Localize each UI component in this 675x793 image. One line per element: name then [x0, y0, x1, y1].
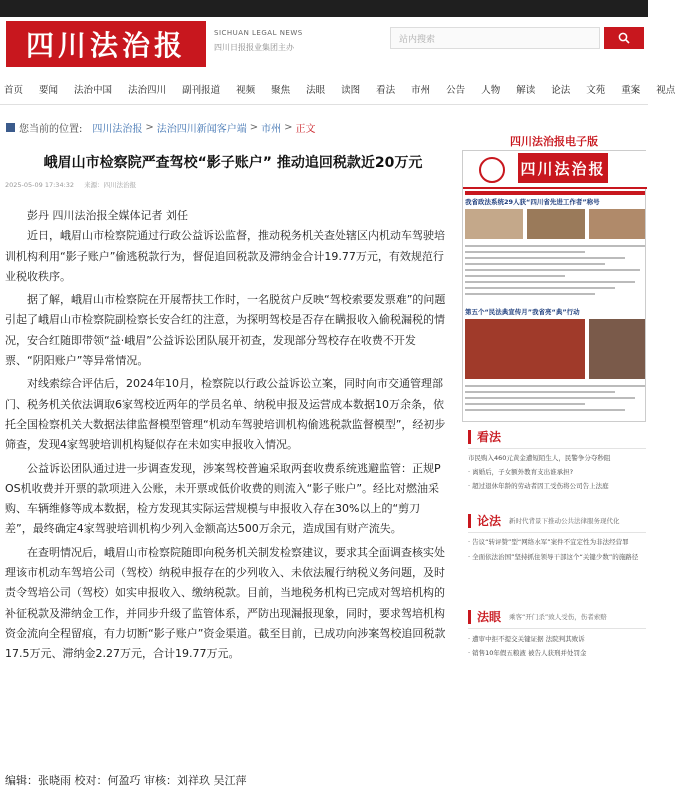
article-title: 峨眉山市检察院严查驾校“影子账户” 推动追回税款近20万元	[43, 155, 423, 171]
search-icon	[618, 32, 630, 44]
epaper-text-line	[465, 269, 640, 271]
breadcrumb-current: 正文	[295, 124, 316, 135]
nav-item[interactable]: 副刊报道	[182, 85, 221, 96]
site-logo[interactable]	[6, 21, 206, 67]
epaper-text-line	[465, 403, 585, 405]
epaper-photo	[465, 319, 585, 379]
epaper-photo	[465, 209, 523, 239]
nav-item[interactable]: 公告	[446, 85, 466, 96]
section-link[interactable]: · 遭审中拒不提交关键证据 法院判其败诉	[468, 635, 585, 643]
article-paragraph: 公益诉讼团队通过进一步调查发现，涉案驾校普遍采取两套收费系统逃避监管：正规POS机收费并开票的款项进入公账，未开票或低价收费的则流入“影子账户”。经比对燃油采购、车辆维修等成本数据，检方发现其实际运营规模与申报收入存在30%以上的“剪刀差”，最终确定4家驾驶培训机构少列入金额高达500万余元，造成国有财产流失。	[5, 461, 441, 536]
site-logo-text: 四川法治报	[25, 29, 186, 62]
search-input[interactable]	[390, 27, 600, 49]
section-marker	[468, 430, 471, 444]
article-meta	[5, 180, 144, 189]
breadcrumb	[6, 120, 316, 135]
nav-item[interactable]: 读图	[341, 85, 361, 96]
nav-item[interactable]: 视频	[236, 85, 256, 96]
main-nav	[0, 76, 675, 102]
section-marker	[468, 610, 471, 624]
section-link[interactable]: · 销售10年假五粮液 被告人获刑并处罚金	[468, 649, 587, 657]
site-subtitle-cn: 四川日报报业集团主办	[214, 43, 294, 52]
section-link[interactable]: · 超过退休年龄的劳动者因工受伤将公司告上法庭	[468, 482, 609, 490]
section-link[interactable]: · 全面依法治国”坚持抓住领导干部这个“关键少数”的施路径	[468, 553, 639, 561]
nav-item[interactable]: 看法	[376, 85, 396, 96]
article-time: 2025-05-09 17:34:32	[5, 181, 75, 189]
epaper-text-line	[465, 397, 635, 399]
article-paragraph: 近日，峨眉山市检察院通过行政公益诉讼监督，推动税务机关查处辖区内机动车驾驶培训机构利用“影子账户”偷逃税款行为，督促追回税款及滞纳金合计19.77万元，有效规范行业税收秩序。	[5, 229, 445, 283]
search-placeholder: 站内搜索	[399, 35, 436, 45]
nav-item[interactable]: 首页	[4, 85, 24, 96]
breadcrumb-separator: >	[249, 122, 259, 133]
nav-item[interactable]: 聚焦	[271, 85, 291, 96]
location-icon	[6, 123, 15, 132]
breadcrumb-prefix: 您当前的位置:	[19, 124, 83, 135]
epaper-text-line	[465, 275, 565, 277]
article-paragraph: 据了解，峨眉山市检察院在开展帮扶工作时，一名脱贫户反映“驾校索要发票难”的问题引起了峨眉山市检察院副检察长安合红的注意，为探明驾校是否存在瞒报收入偷税漏税的情况，安合红随即带领“益·峨眉”公益诉讼团队展开初查，发现部分驾校存在收费不开发票、“阴阳账户”等异常情况。	[5, 293, 446, 368]
search-button[interactable]	[604, 27, 644, 49]
epaper-photo	[527, 209, 585, 239]
epaper-text-line	[465, 409, 625, 411]
section-title[interactable]: 看法	[477, 430, 502, 444]
breadcrumb-separator: >	[284, 122, 293, 133]
section-header	[468, 428, 646, 449]
epaper-photo	[589, 319, 645, 379]
epaper-headline-2: 第五个“民法典宣传月”我省亮“典”行动	[465, 308, 580, 316]
site-subtitle-en: SICHUAN LEGAL NEWS	[214, 29, 303, 37]
nav-item[interactable]: 人物	[481, 85, 501, 96]
epaper-text-line	[465, 263, 605, 265]
nav-item[interactable]: 市州	[411, 85, 431, 96]
nav-item[interactable]: 论法	[551, 85, 571, 96]
nav-item[interactable]: 法眼	[306, 85, 326, 96]
nav-item[interactable]: 法治四川	[128, 85, 167, 96]
breadcrumb-separator: >	[145, 122, 154, 133]
epaper-red-band	[465, 191, 645, 195]
breadcrumb-link-city[interactable]: 市州	[261, 124, 282, 135]
nav-divider	[0, 104, 648, 105]
article-body	[5, 206, 447, 665]
epaper-text-line	[465, 281, 635, 283]
nav-item[interactable]: 解读	[516, 85, 536, 96]
epaper-thumbnail[interactable]	[462, 150, 646, 422]
breadcrumb-link-home[interactable]: 四川法治报	[92, 124, 143, 135]
section-title[interactable]: 法眼	[477, 610, 502, 624]
epaper-text-line	[465, 293, 595, 295]
article-source: 来源：四川法治报	[84, 181, 137, 189]
article-byline: 彭丹 四川法治报全媒体记者 刘任	[27, 209, 188, 222]
epaper-text-line	[465, 287, 615, 289]
nav-item[interactable]: 视点	[656, 85, 675, 96]
article-paragraph: 在查明情况后，峨眉山市检察院随即向税务机关制发检察建议，要求其全面调查核实处理该市机动车驾培公司（驾校）纳税申报存在的少列收入、未依法履行纳税义务问题，及时责令驾培公司（驾校）如实申报收入、缴纳税款。目前，当地税务机构已完成对驾培机构的补征税款及滞纳金工作，并同步升级了监管体系，严防出现漏报现象，同时，要求驾培机构资金流向全程留痕，有力切断“影子账户”资金渠道。截至目前，已成功向涉案驾校追回税款17.5万元、滞纳金2.27万元，合计19.77万元。	[5, 545, 446, 661]
section-link[interactable]: 市民购入460元黄金遭短陌生人，民警争分夺秒阻	[468, 454, 611, 462]
section-fayan	[468, 608, 646, 660]
section-featured-link[interactable]: 乘客“开门杀”致人受伤，伤者索赔	[509, 613, 607, 621]
article-editors: 编辑：张晓雨 校对：何盈巧 审核：刘祥玖 吴江萍	[5, 774, 247, 787]
nav-item[interactable]: 法治中国	[74, 85, 113, 96]
section-title[interactable]: 论法	[477, 514, 502, 528]
nav-item[interactable]: 文苑	[586, 85, 606, 96]
section-lunfa	[468, 512, 646, 563]
section-featured-link[interactable]: 新时代背景下推动公共法律服务现代化	[509, 517, 620, 525]
epaper-title[interactable]: 四川法治报电子版	[510, 135, 598, 148]
epaper-text-line	[465, 391, 615, 393]
epaper-photo	[589, 209, 645, 239]
section-header	[468, 608, 646, 629]
emblem-icon	[479, 157, 505, 183]
epaper-logo: 四川法治报	[518, 153, 608, 183]
section-marker	[468, 514, 471, 528]
epaper-text-line	[465, 257, 625, 259]
article-paragraph: 对线索综合评估后，2024年10月，检察院以行政公益诉讼立案，同时向市交通管理部门、税务机关依法调取6家驾校近两年的学员名单、纳税申报及运营成本数据10万余条，依托全国检察机关大数据法律监督模型管理“机动车驾驶培训机构偷逃税款监督模型”，经初步筛查，发现4家驾驶培训机构疑似存在未如实申报收入情况。	[5, 377, 446, 452]
top-bar	[0, 0, 648, 17]
section-link[interactable]: · 告议“转评赞”型“网络水军”案件不宜定性为非法经营罪	[468, 538, 629, 546]
epaper-text-line	[465, 251, 585, 253]
nav-item[interactable]: 重案	[621, 85, 641, 96]
epaper-masthead	[463, 151, 647, 189]
breadcrumb-link-client[interactable]: 法治四川新闻客户端	[156, 124, 247, 135]
section-kanfa	[468, 428, 646, 493]
epaper-headline-1: 我省政法系统29人获“四川省先进工作者”称号	[465, 198, 600, 206]
nav-item[interactable]: 要闻	[39, 85, 59, 96]
epaper-text-line	[465, 245, 645, 247]
epaper-text-line	[465, 385, 645, 387]
section-header	[468, 512, 646, 533]
section-link[interactable]: · 离婚后，子女额外教育支出谁承担?	[468, 468, 574, 476]
